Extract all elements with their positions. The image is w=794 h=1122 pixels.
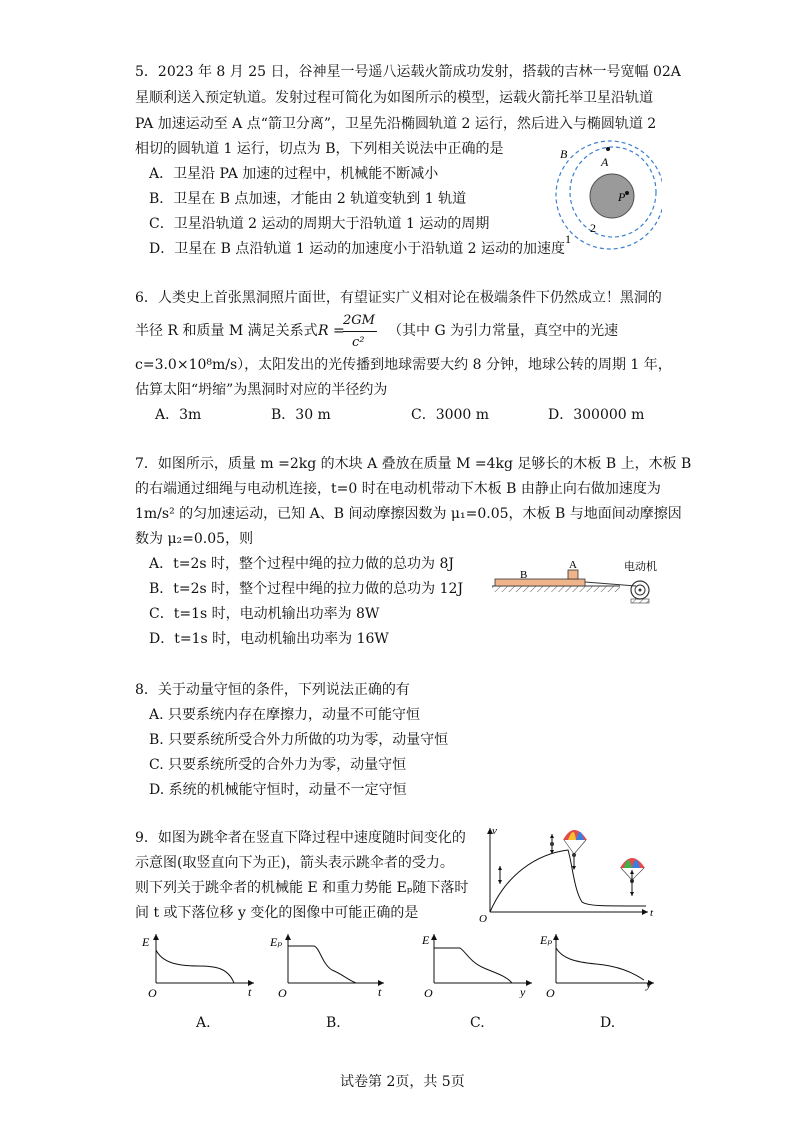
q6-formula-lhs: R =: [318, 323, 345, 339]
q9-graph-a: [136, 928, 260, 998]
q5-option-a: A．卫星沿 PA 加速的过程中，机械能不断减小: [149, 166, 439, 182]
curve: [156, 950, 234, 983]
axis-label-x: y: [646, 977, 652, 991]
planet: [590, 174, 634, 218]
q7-stem-line: 7．如图所示，质量 m =2kg 的木块 A 叠放在质量 M =4kg 足够长的木板 B 上，木板 B: [135, 456, 692, 472]
point-a-dot: [606, 147, 610, 151]
q7-stem-line: 的右端通过细绳与电动机连接，t=0 时在电动机带动下木板 B 由静止向右做加速度为: [135, 481, 661, 497]
q5-stem-line: 5．2023 年 8 月 25 日，谷神星一号遥八运载火箭成功发射，搭载的吉林一号宽幅 02A: [135, 64, 681, 80]
origin-label: O: [148, 986, 157, 998]
q9-stem-line: 示意图(取竖直向下为正)，箭头表示跳伞者的受力。: [135, 855, 454, 871]
axis-label-y: Eₚ: [540, 933, 553, 947]
q9-caption-c: C.: [470, 1015, 485, 1031]
velocity-curve: [490, 850, 646, 912]
q6-line-1: 6．人类史上首张黑洞照片面世，有望证实广义相对论在极端条件下仍然成立！黑洞的: [135, 290, 662, 306]
q5-orbit-figure: [552, 140, 662, 250]
q9-stem-line: 则下列关于跳伞者的机械能 E 和重力势能 Eₚ随下落时: [135, 880, 469, 896]
q7-option-b: B．t=2s 时，整个过程中绳的拉力做的总功为 12J: [149, 581, 464, 597]
label-motor: 电动机: [624, 561, 657, 573]
q9-caption-a: A.: [196, 1015, 211, 1031]
q9-graph-b: [264, 928, 388, 998]
q6-option-a: A．3m: [155, 407, 202, 423]
axis-label-t: t: [650, 907, 654, 919]
label-p: P: [618, 190, 626, 204]
axis-label-y: E: [142, 935, 150, 949]
q5-stem-line: 相切的圆轨道 1 运行，切点为 B，下列相关说法中正确的是: [135, 141, 504, 157]
q5-stem-line: PA 加速运动至 A 点“箭卫分离”，卫星先沿椭圆轨道 2 运行，然后进入与椭圆轨道 2: [135, 116, 657, 132]
q8-option-d: D. 系统的机械能守恒时，动量不一定守恒: [149, 782, 407, 798]
board-b: [495, 579, 585, 586]
axis-label-x: y: [520, 985, 526, 998]
q6-formula-denominator: c²: [352, 335, 365, 350]
q6-fraction-bar: [343, 331, 377, 332]
q7-board-motor-figure: [488, 556, 668, 608]
q6-formula-numerator: 2GM: [343, 313, 375, 328]
page-footer: 试卷第 2页，共 5页: [340, 1074, 465, 1090]
q6-line-4: 估算太阳“坍缩”为黑洞时对应的半径约为: [135, 382, 388, 398]
label-a: A: [601, 155, 609, 169]
origin-label: O: [546, 986, 555, 998]
q6-option-b: B．30 m: [271, 407, 331, 423]
curve: [288, 946, 356, 983]
q6-line-2-pre: 半径 R 和质量 M 满足关系式: [135, 323, 318, 339]
q9-stem-line: 9．如图为跳伞者在竖直下降过程中速度随时间变化的: [135, 830, 466, 846]
skydiver: [550, 842, 554, 846]
q8-stem: 8．关于动量守恒的条件，下列说法正确的有: [135, 682, 410, 698]
label-orbit-2: 2: [590, 221, 596, 235]
label-b: B: [520, 569, 528, 581]
q9-velocity-time-figure: [476, 820, 656, 924]
axis-label-x: t: [248, 985, 252, 998]
q6-option-d: D．300000 m: [548, 407, 645, 423]
q7-stem-line: 1m/s² 的匀加速运动，已知 A、B 间动摩擦因数为 μ₁=0.05，木板 B 与地面间动摩擦因: [135, 506, 682, 522]
q7-stem-line: 数为 μ₂=0.05，则: [135, 531, 254, 547]
block-a: [568, 570, 578, 579]
q5-stem-line: 星顺利送入预定轨道。发射过程可简化为如图所示的模型，运载火箭托举卫星沿轨道: [135, 90, 653, 106]
label-orbit-1: 1: [565, 232, 571, 246]
q9-graph-d: [534, 928, 658, 998]
q7-option-a: A．t=2s 时，整个过程中绳的拉力做的总功为 8J: [149, 556, 454, 572]
axis-label-v: v: [492, 825, 497, 837]
q8-option-c: C. 只要系统所受的合外力为零，动量守恒: [149, 757, 407, 773]
label-b: B: [560, 147, 568, 161]
q6-line-2-post: （其中 G 为引力常量，真空中的光速: [388, 323, 619, 339]
rope: [585, 582, 636, 586]
q8-option-a: A. 只要系统内存在摩擦力，动量不可能守恒: [149, 707, 421, 723]
point-p-dot: [625, 191, 629, 195]
origin-label: O: [278, 986, 287, 998]
q7-option-c: C．t=1s 时，电动机输出功率为 8W: [149, 606, 380, 622]
q9-stem-line: 间 t 或下落位移 y 变化的图像中可能正确的是: [135, 905, 419, 921]
q8-option-b: B. 只要系统所受合外力所做的功为零，动量守恒: [149, 732, 449, 748]
q5-option-c: C．卫星沿轨道 2 运动的周期大于沿轨道 1 运动的周期: [149, 216, 490, 232]
q6-option-c: C．3000 m: [411, 407, 490, 423]
q5-option-d: D．卫星在 B 点沿轨道 1 运动的加速度小于沿轨道 2 运动的加速度: [149, 241, 566, 257]
q9-graph-c: [414, 928, 538, 998]
motor-base: [631, 599, 649, 603]
label-a: A: [569, 559, 577, 571]
axis-label-y: Eₚ: [270, 935, 283, 949]
curve: [434, 948, 512, 983]
q5-option-b: B．卫星在 B 点加速，才能由 2 轨道变轨到 1 轨道: [149, 191, 467, 207]
ground: [492, 586, 620, 592]
origin-label: O: [479, 913, 487, 924]
axis-label-x: t: [378, 985, 382, 998]
q7-option-d: D．t=1s 时，电动机输出功率为 16W: [149, 631, 389, 647]
origin-label: O: [424, 986, 433, 998]
q6-line-3: c=3.0×10⁸m/s），太阳发出的光传播到地球需要大约 8 分钟，地球公转的周期 1 年，: [135, 357, 672, 373]
q9-caption-b: B.: [326, 1015, 341, 1031]
q9-caption-d: D.: [600, 1015, 616, 1031]
axis-label-y: E: [422, 933, 430, 947]
curve: [556, 948, 644, 980]
